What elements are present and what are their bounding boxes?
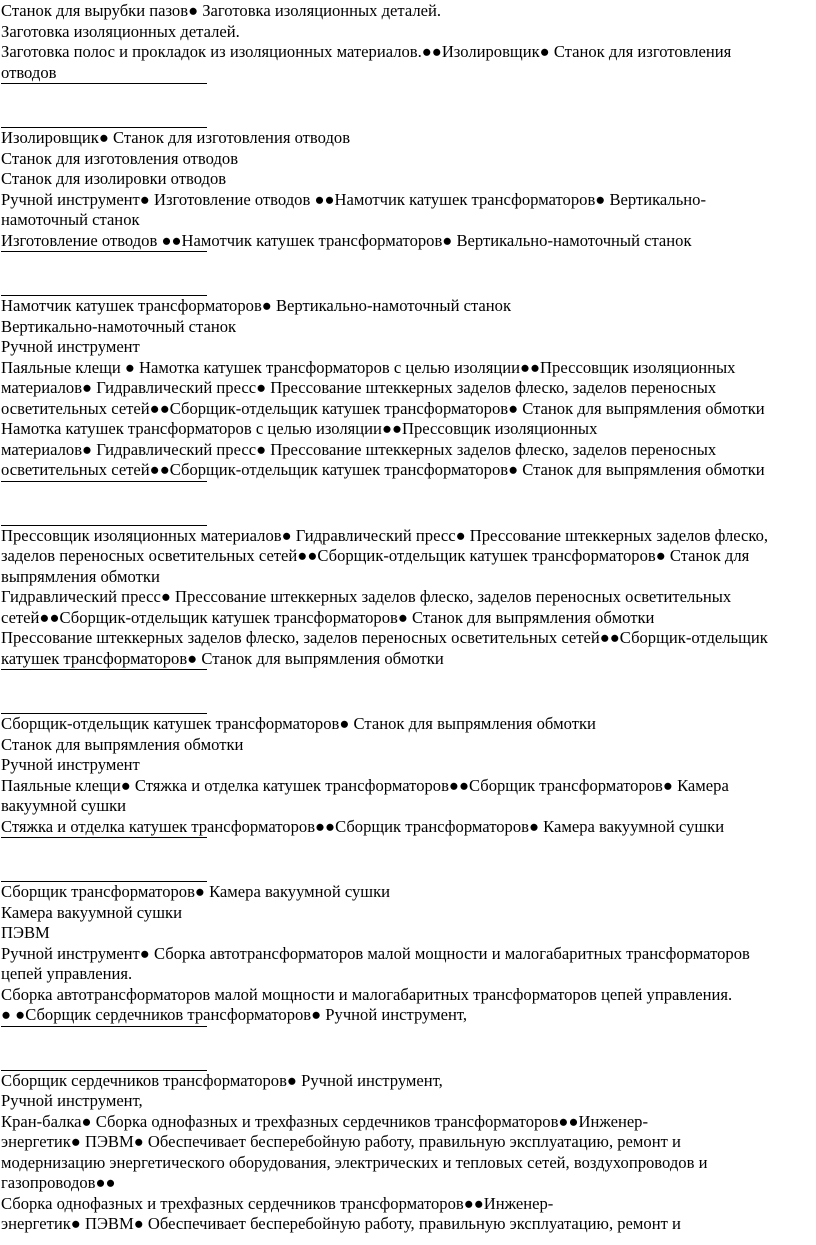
text-line: Сборщик сердечников трансформаторов● Ручной инструмент, xyxy=(1,1070,443,1090)
text-line: Камера вакуумной сушки xyxy=(1,902,182,922)
text-line: Ручной инструмент● Сборка автотрансформаторов малой мощности и малогабаритных трансформаторов xyxy=(1,943,750,963)
text-line: Изолировщик● Станок для изготовления отводов xyxy=(1,128,351,147)
text-line: материалов● Гидравлический пресс● Прессование штеккерных заделов флеско, заделов переносных xyxy=(1,378,717,397)
text-line: намоточный станок xyxy=(1,210,140,229)
text-line: Ручной инструмент xyxy=(1,337,140,356)
text-line: Заготовка изоляционных деталей. xyxy=(1,21,240,41)
text-line: выпрямления обмотки xyxy=(1,566,160,586)
text-line: осветительных сетей●●Сборщик-отдельщик катушек трансформаторов● Станок для выпрямления обмотки xyxy=(1,398,765,418)
text-line: модернизацию энергетического оборудования, электрических и тепловых сетей, воздухопроводов и xyxy=(1,1152,708,1172)
document-body xyxy=(1,1,813,1235)
blank-space xyxy=(1,482,813,515)
text-line: Вертикально-намоточный станок xyxy=(1,316,237,336)
text-line: Станок для изолировки отводов xyxy=(1,169,227,188)
text-line: материалов● Гидравлический пресс● Прессование штеккерных заделов флеско, заделов переносных xyxy=(1,439,717,459)
text-line: отводов xyxy=(1,62,57,82)
text-line: Прессование штеккерных заделов флеско, заделов переносных осветительных сетей●●Сборщик-отдельщик xyxy=(1,628,768,647)
text-line: Гидравлический пресс● Прессование штеккерных заделов флеско, заделов переносных осветительных xyxy=(1,587,732,606)
blank-space xyxy=(1,1027,813,1060)
text-line: Кран-балка● Сборка однофазных и трехфазных сердечников трансформаторов●●Инженер- xyxy=(1,1111,649,1131)
text-line: осветительных сетей●●Сборщик-отдельщик катушек трансформаторов● Станок для выпрямления обмотки xyxy=(1,460,765,479)
text-line: энергетик● ПЭВМ● Обеспечивает бесперебойную работу, правильную эксплуатацию, ремонт и xyxy=(1,1214,681,1233)
text-line: Намотчик катушек трансформаторов● Вертикально-намоточный станок xyxy=(1,296,512,315)
text-line: газопроводов●● xyxy=(1,1173,116,1192)
text-line: Сборка автотрансформаторов малой мощности и малогабаритных трансформаторов цепей управления. xyxy=(1,984,733,1004)
text-line: вакуумной сушки xyxy=(1,796,127,815)
text-line: заделов переносных осветительных сетей●●Сборщик-отдельщик катушек трансформаторов● Станок для xyxy=(1,546,750,565)
text-line: Паяльные клещи● Стяжка и отделка катушек трансформаторов●●Сборщик трансформаторов● Камера xyxy=(1,775,729,795)
text-line: ● ●Сборщик сердечников трансформаторов● Ручной инструмент, xyxy=(1,1005,468,1024)
text-line: Станок для выпрямления обмотки xyxy=(1,734,244,754)
text-line: цепей управления. xyxy=(1,964,133,983)
text-line: Прессовщик изоляционных материалов● Гидравлический пресс● Прессование штеккерных заделов флеско, xyxy=(1,525,769,545)
text-line: Ручной инструмент xyxy=(1,755,140,774)
text-line: сетей●●Сборщик-отдельщик катушек трансформаторов● Станок для выпрямления обмотки xyxy=(1,607,655,627)
text-line: Станок для изготовления отводов xyxy=(1,148,239,168)
text-line: Изготовление отводов ●●Намотчик катушек трансформаторов● Вертикально-намоточный станок xyxy=(1,230,692,250)
text-line: Сборщик-отдельщик катушек трансформаторов● Станок для выпрямления обмотки xyxy=(1,714,596,733)
text-line: Намотка катушек трансформаторов с целью изоляции●●Прессовщик изоляционных xyxy=(1,419,598,438)
text-line: Паяльные клещи ● Намотка катушек трансформаторов с целью изоляции●●Прессовщик изоляционных xyxy=(1,357,736,377)
text-line: Сборщик трансформаторов● Камера вакуумной сушки xyxy=(1,882,391,901)
blank-space xyxy=(1,252,813,285)
text-line: Стяжка и отделка катушек трансформаторов●●Сборщик трансформаторов● Камера вакуумной сушки xyxy=(1,816,725,836)
blank-space xyxy=(1,838,813,871)
text-line: ПЭВМ xyxy=(1,923,50,942)
text-line: Ручной инструмент, xyxy=(1,1091,143,1110)
text-line: Сборка однофазных и трехфазных сердечников трансформаторов●●Инженер- xyxy=(1,1193,554,1213)
text-line: Заготовка полос и прокладок из изоляционных материалов.●●Изолировщик● Станок для изготовления xyxy=(1,42,732,61)
text-line: катушек трансформаторов● Станок для выпрямления обмотки xyxy=(1,648,444,668)
blank-space xyxy=(1,84,813,117)
text-line: Станок для вырубки пазов● Заготовка изоляционных деталей. xyxy=(1,1,442,20)
text-line: Ручной инструмент● Изготовление отводов ●●Намотчик катушек трансформаторов● Вертикально- xyxy=(1,189,706,209)
text-line: энергетик● ПЭВМ● Обеспечивает бесперебойную работу, правильную эксплуатацию, ремонт и xyxy=(1,1132,681,1151)
blank-space xyxy=(1,670,813,703)
